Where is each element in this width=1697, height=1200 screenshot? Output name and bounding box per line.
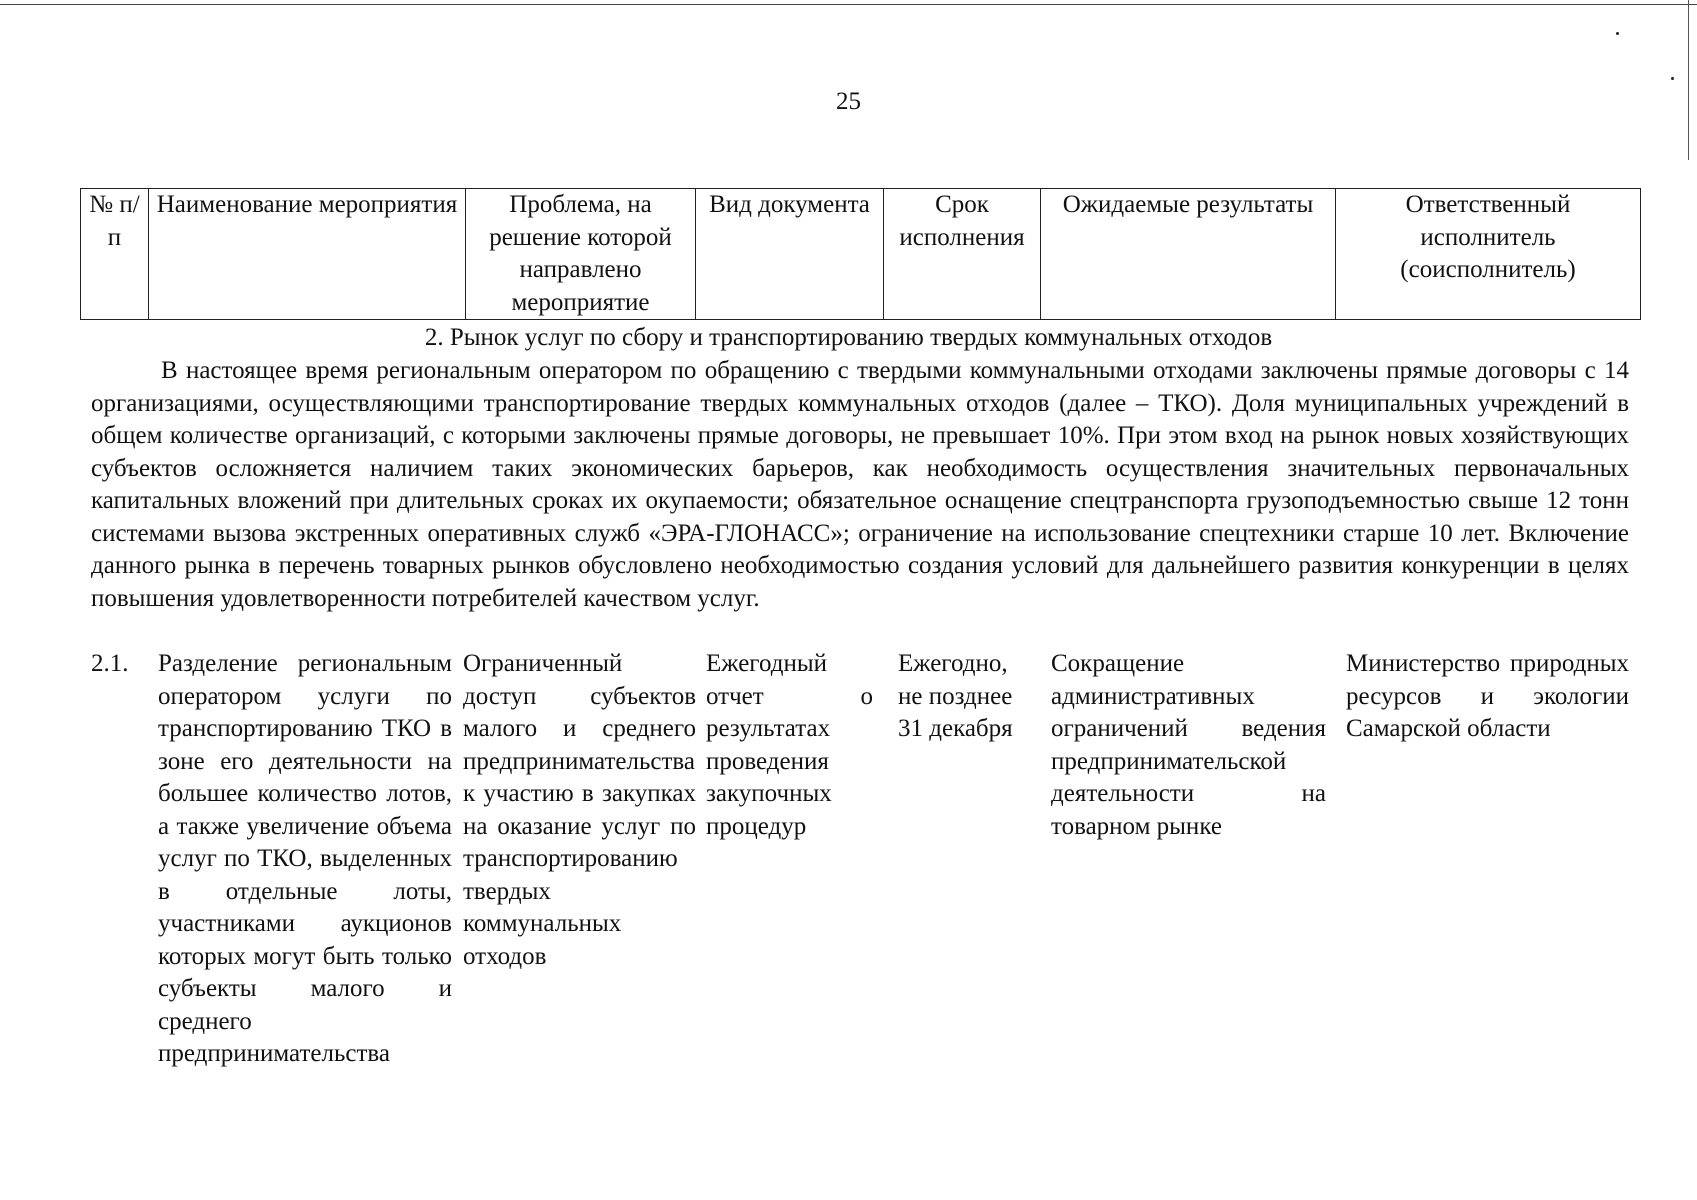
scan-speck bbox=[1671, 77, 1674, 80]
scan-speck bbox=[1616, 32, 1619, 35]
row-document-type: Ежегодный отчет о результатах проведения закупочных процедур bbox=[706, 650, 873, 840]
table-header-row bbox=[81, 189, 1641, 320]
page-number: 25 bbox=[836, 88, 861, 115]
row-number: 2.1. bbox=[91, 650, 129, 677]
row-problem: Ограниченный доступ субъектов малого и среднего предпринимательства к участию в закупках на оказание услуг по транспортированию твердых коммунальных отходов bbox=[463, 650, 696, 970]
section-intro-paragraph: В настоящее время региональным оператором по обращению с твердыми коммунальными отходами заключены прямые договоры с 14 организациями, осуществляющими транспортирование твердых коммунальных отходов (далее – ТКО). Доля муниципальных учреждений в общем количестве организаций, с которыми заключены прямые договоры, не превышает 10%. При этом вход на рынок новых хозяйствующих субъектов осложняется наличием таких экономических барьеров, как необходимость осуществления значительных первоначальных капитальных вложений при длительных сроках их окупаемости; обязательное оснащение спецтранспорта грузоподъемностью свыше 12 тонн системами вызова экстренных оперативных служб «ЭРА-ГЛОНАСС»; ограничение на использование спецтехники старше 10 лет. Включение данного рынка в перечень товарных рынков обусловлено необходимостью создания условий для дальнейшего развития конкуренции в целях повышения удовлетворенности потребителей качеством услуг. bbox=[91, 357, 1629, 612]
col-header-results: Ожидаемые результаты bbox=[1041, 189, 1336, 320]
col-header-name: Наименование мероприятия bbox=[149, 189, 466, 320]
table-header bbox=[80, 188, 1641, 320]
col-header-problem: Проблема, на решение которой направлено мероприятие bbox=[466, 189, 696, 320]
col-header-responsible: Ответственный исполнитель (соисполнитель) bbox=[1336, 189, 1641, 320]
row-responsible: Министерство природных ресурсов и экологии Самарской области bbox=[1346, 650, 1629, 742]
row-measure-name: Разделение региональным оператором услуги по транспортированию ТКО в зоне его деятельности на большее количество лотов, а также увеличение объема услуг по ТКО, выделенных в отдельные лоты, участниками аукционов которых могут быть только субъекты малого и среднего предпринимательства bbox=[158, 650, 452, 1067]
col-header-doc-type: Вид документа bbox=[696, 189, 884, 320]
scan-border-top bbox=[0, 4, 1697, 5]
section-title: 2. Рынок услуг по сбору и транспортированию твердых коммунальных отходов bbox=[424, 324, 1273, 351]
scan-border-right bbox=[1688, 0, 1689, 160]
row-expected-result: Сокращение административных ограничений ведения предпринимательской деятельности на товарном рынке bbox=[1051, 650, 1326, 840]
col-header-term: Срок исполнения bbox=[884, 189, 1041, 320]
col-header-num: № п/п bbox=[81, 189, 149, 320]
row-deadline: Ежегодно, не позднее 31 декабря bbox=[898, 650, 1013, 742]
